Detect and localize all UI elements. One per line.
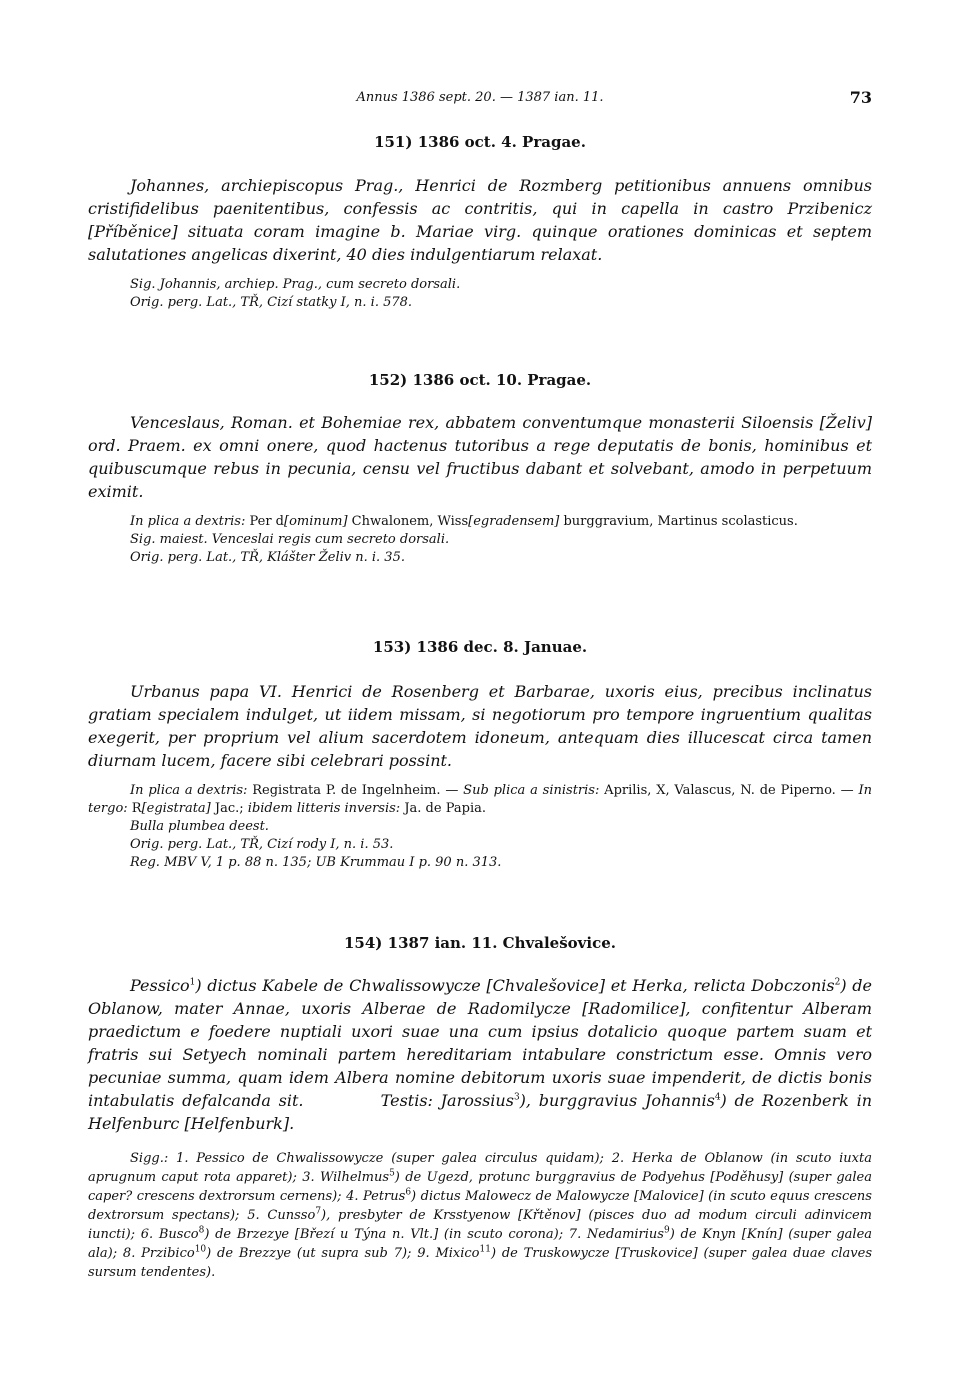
plica-label: ibidem litteris inversis: xyxy=(247,801,401,816)
regest-fragment: ) de Oblanow, mater Annae, uxoris Alberae de Radomilycze [Radomilice], confitentur Alberam praedictum e foedere nuptiali uxori suae una cum ipsius dotalicio quoque partem suam et fratris sui Setyech nominali partem hereditariam intabulare constrictum esse. Omnis vero pecuniae summa, quam idem Albera nomine debitorum uxoris suae impenderit, de dictis bonis intabulatis defalcanda sit. xyxy=(88,976,872,1110)
notes xyxy=(88,513,872,567)
witness-text: ), burggravius Johannis xyxy=(519,1091,715,1110)
seals-note xyxy=(88,1149,872,1282)
archive-note: Orig. perg. Lat., TŘ, Cizí rody I, n. i. 53. xyxy=(130,837,394,852)
seal-text: ) de Truskowycze [Truskovice] (super galea duae claves sursum tendentes). xyxy=(88,1246,872,1280)
regest-fragment: ) dictus Kabele de Chwalissowycze [Chvalešovice] et Herka, relicta Dobczonis xyxy=(195,976,835,995)
seal-text: ) de Knyn [Knín] (super galea ala); 8. Przibico xyxy=(88,1227,873,1261)
witness-text: Testis: Jarossius xyxy=(380,1091,514,1110)
plica-text: Aprilis, X, Valascus, N. de Piperno. — xyxy=(599,783,859,798)
seal-text: Sigg.: 1. Pessico de Chwalissowycze (super galea circulus quidam); 2. Herka de Oblanow (in scuto iuxta aprugnum caput rota apparet); 3. Wilhelmus xyxy=(88,1151,872,1185)
page-header xyxy=(88,90,872,110)
page-number: 73 xyxy=(849,88,872,107)
footnote-ref: 3 xyxy=(513,1092,520,1103)
plica-label: In plica a dextris: xyxy=(130,514,246,529)
witness-text: ) de Rozenberk in Helfenburc [Helfenburk]. xyxy=(88,1091,873,1133)
footnote-ref: 1 xyxy=(189,977,196,988)
plica-text: burggravium, Martinus scolasticus. xyxy=(559,514,798,529)
archive-note: Orig. perg. Lat., TŘ, Klášter Želiv n. i. 35. xyxy=(130,550,405,565)
seal-text: ) de Brezzye (ut supra sub 7); 9. Mixico xyxy=(206,1246,480,1261)
seal-text: ), presbyter de Krsstyenow [Křtěnov] (pisces duo ad modum circuli adinvicem iuncti); 6. Busco xyxy=(88,1208,873,1242)
footnote-ref: 11 xyxy=(479,1244,491,1255)
plica-label: In plica a dextris: xyxy=(130,783,248,798)
entry-heading: 154) 1387 ian. 11. Chvalešovice. xyxy=(344,934,616,952)
seal-text: ) dictus Malowecz de Malowycze [Malovice] (in scuto equus crescens dextrorsum spectans); 5. Cunsso xyxy=(88,1189,872,1223)
seal-text: ) de Ugezd, protunc burggravius de Podyehus [Poděhusy] (super galea caper? crescens dextrorsum cernens); 4. Petrus xyxy=(88,1170,872,1204)
plica-note xyxy=(88,782,872,818)
notes xyxy=(88,782,872,872)
entry-heading: 151) 1386 oct. 4. Pragae. xyxy=(374,133,586,151)
footnote-ref: 5 xyxy=(389,1168,395,1179)
regest-text: Urbanus papa VI. Henrici de Rosenberg et Barbarae, uxoris eius, precibus inclinatus gratiam specialem indulget, ut iidem missam, si negotiorum pro tempore ingruentium qualitas exegerit, per proprium vel alium sacerdotem idoneum, antequam dies illucescat circa tamen diurnam lucem, facere sibi celebrari possint. xyxy=(88,682,872,770)
footnote-ref: 2 xyxy=(834,977,841,988)
plica-label: Sub plica a sinistris: xyxy=(463,783,600,798)
plica-note xyxy=(88,513,872,531)
footnote-ref: 7 xyxy=(315,1206,322,1217)
footnote-ref: 8 xyxy=(198,1225,205,1236)
footnote-ref: 6 xyxy=(405,1187,412,1198)
seal-note: Bulla plumbea deest. xyxy=(130,819,269,834)
footnote-ref: 10 xyxy=(194,1244,207,1255)
seal-text: ) de Brzezye [Březí u Týna n. Vlt.] (in scuto corona); 7. Nedamirius xyxy=(204,1227,664,1242)
regest-fragment: Pessico xyxy=(130,976,190,995)
plica-expansion: [egradensem] xyxy=(468,514,560,529)
running-title: Annus 1386 sept. 20. — 1387 ian. 11. xyxy=(356,90,604,105)
entry-152 xyxy=(88,371,872,567)
seal-note: Sig. Johannis, archiep. Prag., cum secreto dorsali. xyxy=(130,277,461,292)
regest-text: Venceslaus, Roman. et Bohemiae rex, abbatem conventumque monasterii Siloensis [Želiv] ord. Praem. ex omni onere, quod hactenus tutoribus a rege deputatis de bonis, hominibus et quibuscumque rebus in pecunia, censu vel fructibus dabant et solvebant, amodo in perpetuum eximit. xyxy=(88,413,872,501)
entry-153 xyxy=(88,638,872,872)
plica-expansion: [egistrata] xyxy=(141,801,211,816)
plica-text: Ja. de Papia. xyxy=(400,801,486,816)
footnote-ref: 4 xyxy=(714,1092,721,1103)
plica-text: Per d xyxy=(245,514,284,529)
entry-heading: 152) 1386 oct. 10. Pragae. xyxy=(368,371,592,389)
seal-note: Sig. maiest. Venceslai regis cum secreto dorsali. xyxy=(130,532,450,547)
regest-text xyxy=(88,974,872,1135)
entry-151 xyxy=(88,133,872,312)
notes xyxy=(88,276,872,312)
entry-heading: 153) 1386 dec. 8. Januae. xyxy=(372,638,588,656)
plica-expansion: [ominum] xyxy=(284,514,348,529)
plica-text: Jac.; xyxy=(210,801,248,816)
entry-154 xyxy=(88,934,872,1282)
archive-note: Orig. perg. Lat., TŘ, Cizí statky I, n. i. 578. xyxy=(130,295,413,310)
plica-label: In tergo: xyxy=(88,783,872,816)
plica-text: R xyxy=(127,801,142,816)
plica-text: Chwalonem, Wiss xyxy=(347,514,469,529)
plica-text: Registrata P. de Ingelnheim. — xyxy=(247,783,464,798)
footnote-ref: 9 xyxy=(663,1225,670,1236)
regest-text: Johannes, archiepiscopus Prag., Henrici de Rozmberg petitionibus annuens omnibus cristifidelibus paenitentibus, confessis ac contritis, qui in capella in castro Przibenicz [Příběnice] situata coram imagine b. Mariae virg. quinque orationes dominicas et septem salutationes angelicas dixerint, 40 dies indulgentiarum relaxat. xyxy=(88,176,872,264)
literature-note: Reg. MBV V, 1 p. 88 n. 135; UB Krummau I p. 90 n. 313. xyxy=(130,855,502,870)
